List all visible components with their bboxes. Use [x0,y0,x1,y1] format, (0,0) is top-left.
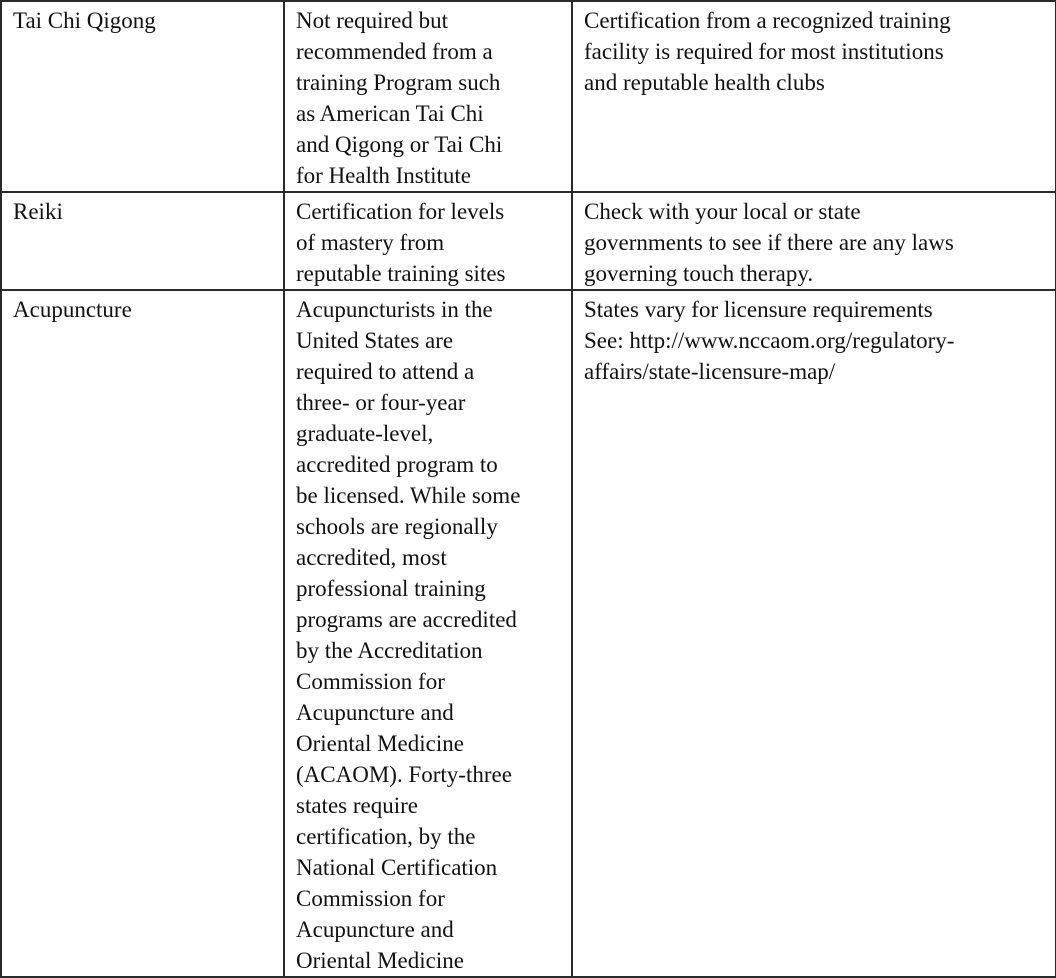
training-cell: Certification for levels of mastery from reputable training sites [284,192,572,290]
practice-cell: Tai Chi Qigong [1,1,284,192]
table-row [1,192,1056,290]
practice-cell: Acupuncture [1,290,284,977]
table-row [1,1,1056,192]
training-cell: Not required but recommended from a training Program such as American Tai Chi and Qigong or Tai Chi for Health Institute [284,1,572,192]
training-cell: Acupuncturists in the United States are required to attend a three- or four-year graduate-level, accredited program to be licensed. While some schools are regionally accredited, most professional training programs are accredited by the Accreditation Commission for Acupuncture and Oriental Medicine (ACAOM). Forty-three states require certification, by the National Certification Commission for Acupuncture and Oriental Medicine [284,290,572,977]
licensure-cell: States vary for licensure requirements See: http://www.nccaom.org/regulatory- affairs/state-licensure-map/ [572,290,1056,977]
licensure-cell: Check with your local or state governments to see if there are any laws governing touch therapy. [572,192,1056,290]
table-row [1,290,1056,977]
licensure-cell: Certification from a recognized training facility is required for most institutions and reputable health clubs [572,1,1056,192]
practice-cell: Reiki [1,192,284,290]
